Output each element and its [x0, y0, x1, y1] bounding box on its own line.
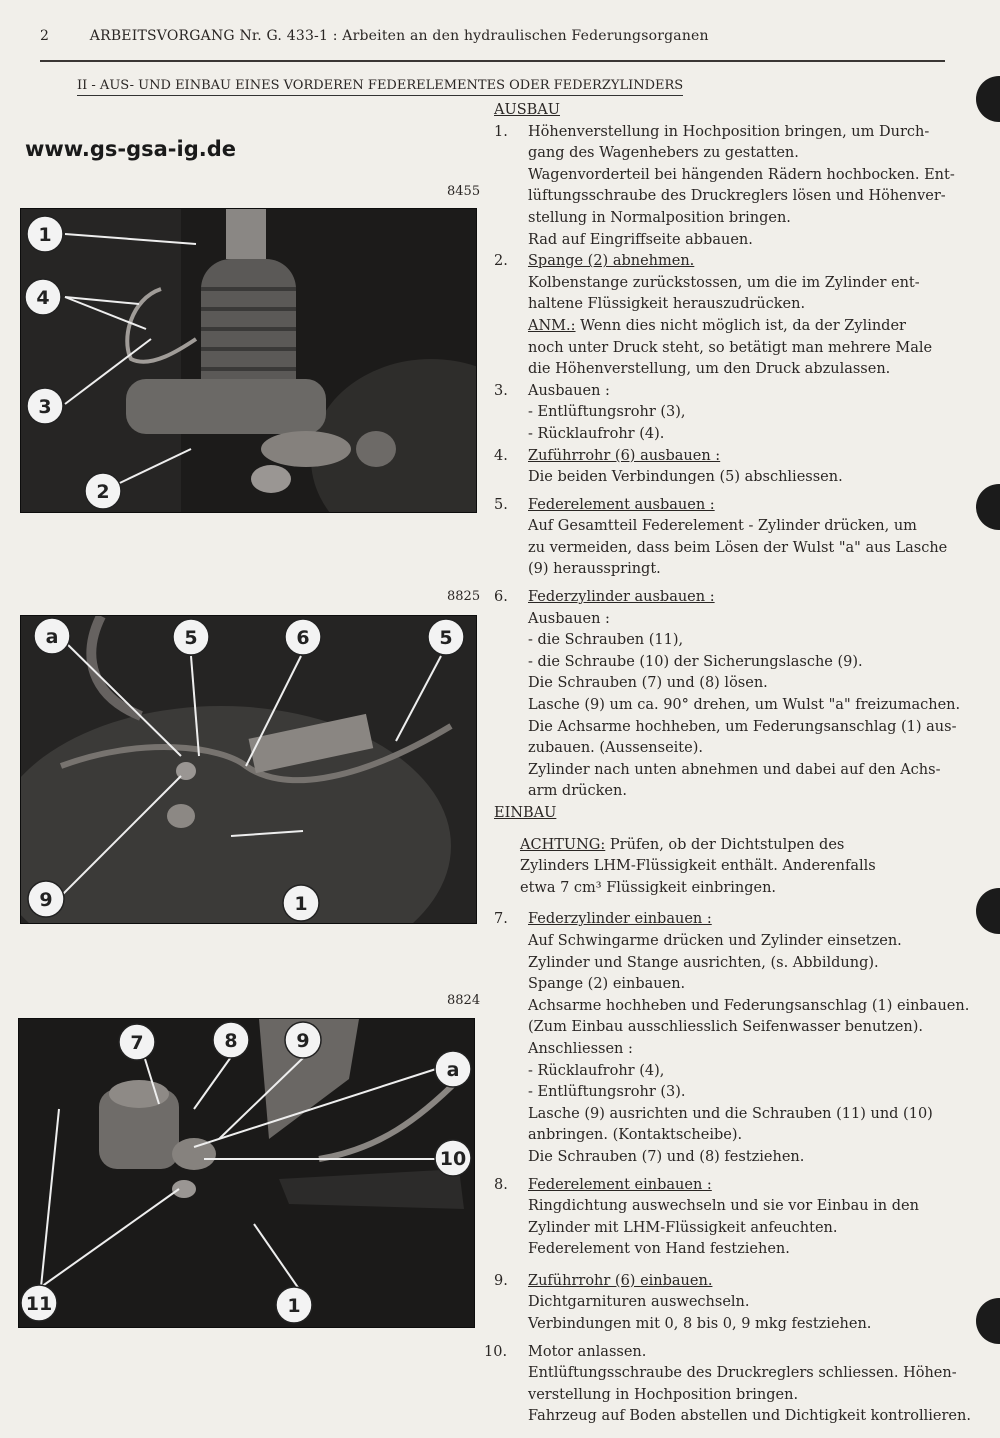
svg-text:5: 5 [184, 627, 198, 649]
step-1: 1. Höhenverstellung in Hochposition bringen, um Durch- gang des Wagenhebers zu gestatten. Wagenvorderteil bei hängenden Rädern hochbocken. Ent- lüftungsschraube des Druckreglers lösen und Höhenver- stellung in Normalposition bringen. Rad auf Eingriffseite abbauen. [494, 123, 955, 248]
figure-photo-8825 [20, 615, 477, 924]
step-title: Federzylinder ausbauen : [528, 589, 715, 606]
svg-text:4: 4 [36, 287, 50, 309]
callout-1 [283, 885, 319, 921]
svg-text:a: a [45, 626, 59, 648]
svg-text:10: 10 [439, 1148, 467, 1170]
figure-number: 8824 [447, 993, 481, 1008]
callout-8 [213, 1022, 249, 1058]
step-10: 10. Motor anlassen. Entlüftungsschraube des Druckreglers schliessen. Höhen- verstellung in Hochposition bringen. Fahrzeug auf Boden abstellen und Dichtigkeit kontrollieren. [484, 1343, 971, 1425]
callout-9 [28, 881, 64, 917]
callout-7 [119, 1024, 155, 1060]
callout-5 [428, 619, 464, 655]
step-title: Federelement einbauen : [528, 1176, 712, 1193]
step-2: 2. Spange (2) abnehmen. Kolbenstange zurückstossen, um die im Zylinder ent- haltene Flüssigkeit herauszudrücken. ANM.: Wenn dies nicht möglich ist, da der Zylinder noch unter Druck steht, so betätigt man mehrere Male die Höhenverstellung, um den Druck abzulassen. [494, 253, 933, 378]
svg-text:3: 3 [38, 396, 52, 418]
svg-text:a: a [446, 1059, 460, 1081]
callout-11 [21, 1285, 57, 1321]
instructions-column [484, 100, 984, 1428]
page-number: 2 [40, 28, 50, 44]
achtung-note: ACHTUNG: Prüfen, ob der Dichtstulpen des Zylinders LHM-Flüssigkeit enthält. Anderenfalls etwa 7 cm³ Flüssigkeit einbringen. [520, 836, 876, 896]
einbau-heading: EINBAU [494, 805, 557, 821]
note-label: ANM.: [528, 317, 576, 334]
achtung-label: ACHTUNG: [520, 836, 606, 853]
svg-text:2: 2 [96, 481, 110, 503]
step-7: 7. Federzylinder einbauen : Auf Schwingarme drücken und Zylinder einsetzen. Zylinder und Stange ausrichten, (s. Abbildung). Spange (2) einbauen. Achsarme hochheben und Federungsanschlag (1) einbauen. (Zum Einbau ausschliesslich Seifenwasser benutzen). Anschliessen : - Rücklaufrohr (4), - Entlüftungsrohr (3). Lasche (9) ausrichten und die Schrauben (11) und (10) anbringen. (Kontaktscheibe). Die Schrauben (7) und (8) festziehen. [494, 911, 970, 1165]
callout-9 [285, 1022, 321, 1058]
step-5: 5. Federelement ausbauen : Auf Gesamtteil Federelement - Zylinder drücken, um zu vermeiden, dass beim Lösen der Wulst "a" aus Lasche (9) herausspringt. [494, 496, 948, 578]
step-6: 6. Federzylinder ausbauen : Ausbauen : - die Schrauben (11), - die Schraube (10) der Sicherungslasche (9). Die Schrauben (7) und (8) lösen. Lasche (9) um ca. 90° drehen, um Wulst "a" freizumachen. Die Achsarme hochheben, um Federungsanschlag (1) aus- zubauen. (Aussenseite). Zylinder nach unten abnehmen und dabei auf den Achs- arm drücken. [494, 589, 961, 800]
callout-10 [435, 1140, 471, 1176]
step-4: 4. Zuführrohr (6) ausbauen : Die beiden Verbindungen (5) abschliessen. [494, 447, 843, 486]
step-title: Zuführrohr (6) einbauen. [528, 1272, 713, 1289]
section-title: II - AUS- UND EINBAU EINES VORDEREN FEDERELEMENTES ODER FEDERZYLINDERS [77, 78, 683, 96]
figure-photo-8455 [20, 208, 477, 513]
step-title: Spange (2) abnehmen. [528, 253, 695, 270]
watermark-url: www.gs-gsa-ig.de [25, 137, 236, 161]
callout-5 [173, 619, 209, 655]
svg-text:7: 7 [130, 1032, 144, 1054]
header-title: ARBEITSVORGANG Nr. G. 433-1 : Arbeiten an den hydraulischen Federungsorganen [89, 28, 709, 44]
page-header [40, 28, 709, 44]
svg-text:1: 1 [287, 1295, 301, 1317]
svg-text:9: 9 [296, 1030, 310, 1052]
step-3: 3. Ausbauen : - Entlüftungsrohr (3), - Rücklaufrohr (4). [494, 382, 686, 442]
callout-a [435, 1051, 471, 1087]
svg-text:8: 8 [224, 1030, 238, 1052]
callout-1 [276, 1287, 312, 1323]
step-title: Federzylinder einbauen : [528, 911, 712, 928]
callout-2 [85, 473, 121, 509]
callout-a [34, 618, 70, 654]
svg-text:5: 5 [439, 627, 453, 649]
callout-6 [285, 619, 321, 655]
svg-text:9: 9 [39, 889, 53, 911]
step-title: Federelement ausbauen : [528, 496, 715, 513]
callout-3 [27, 388, 63, 424]
figure-number: 8455 [447, 184, 481, 199]
svg-text:6: 6 [296, 627, 310, 649]
figure-number: 8825 [447, 589, 481, 604]
callout-4 [25, 279, 61, 315]
callout-1 [27, 216, 63, 252]
svg-text:1: 1 [38, 224, 52, 246]
header-rule [40, 60, 945, 62]
ausbau-heading: AUSBAU [494, 102, 560, 118]
step-9: 9. Zuführrohr (6) einbauen. Dichtgarnituren auswechseln. Verbindungen mit 0, 8 bis 0, 9 mkg festziehen. [494, 1272, 872, 1333]
svg-text:11: 11 [25, 1293, 53, 1315]
svg-text:1: 1 [294, 893, 308, 915]
figure-photo-8824 [18, 1018, 475, 1328]
step-title: Zuführrohr (6) ausbauen : [528, 447, 721, 464]
step-8: 8. Federelement einbauen : Ringdichtung auswechseln und sie vor Einbau in den Zylinder mit LHM-Flüssigkeit anfeuchten. Federelement von Hand festziehen. [494, 1176, 919, 1258]
